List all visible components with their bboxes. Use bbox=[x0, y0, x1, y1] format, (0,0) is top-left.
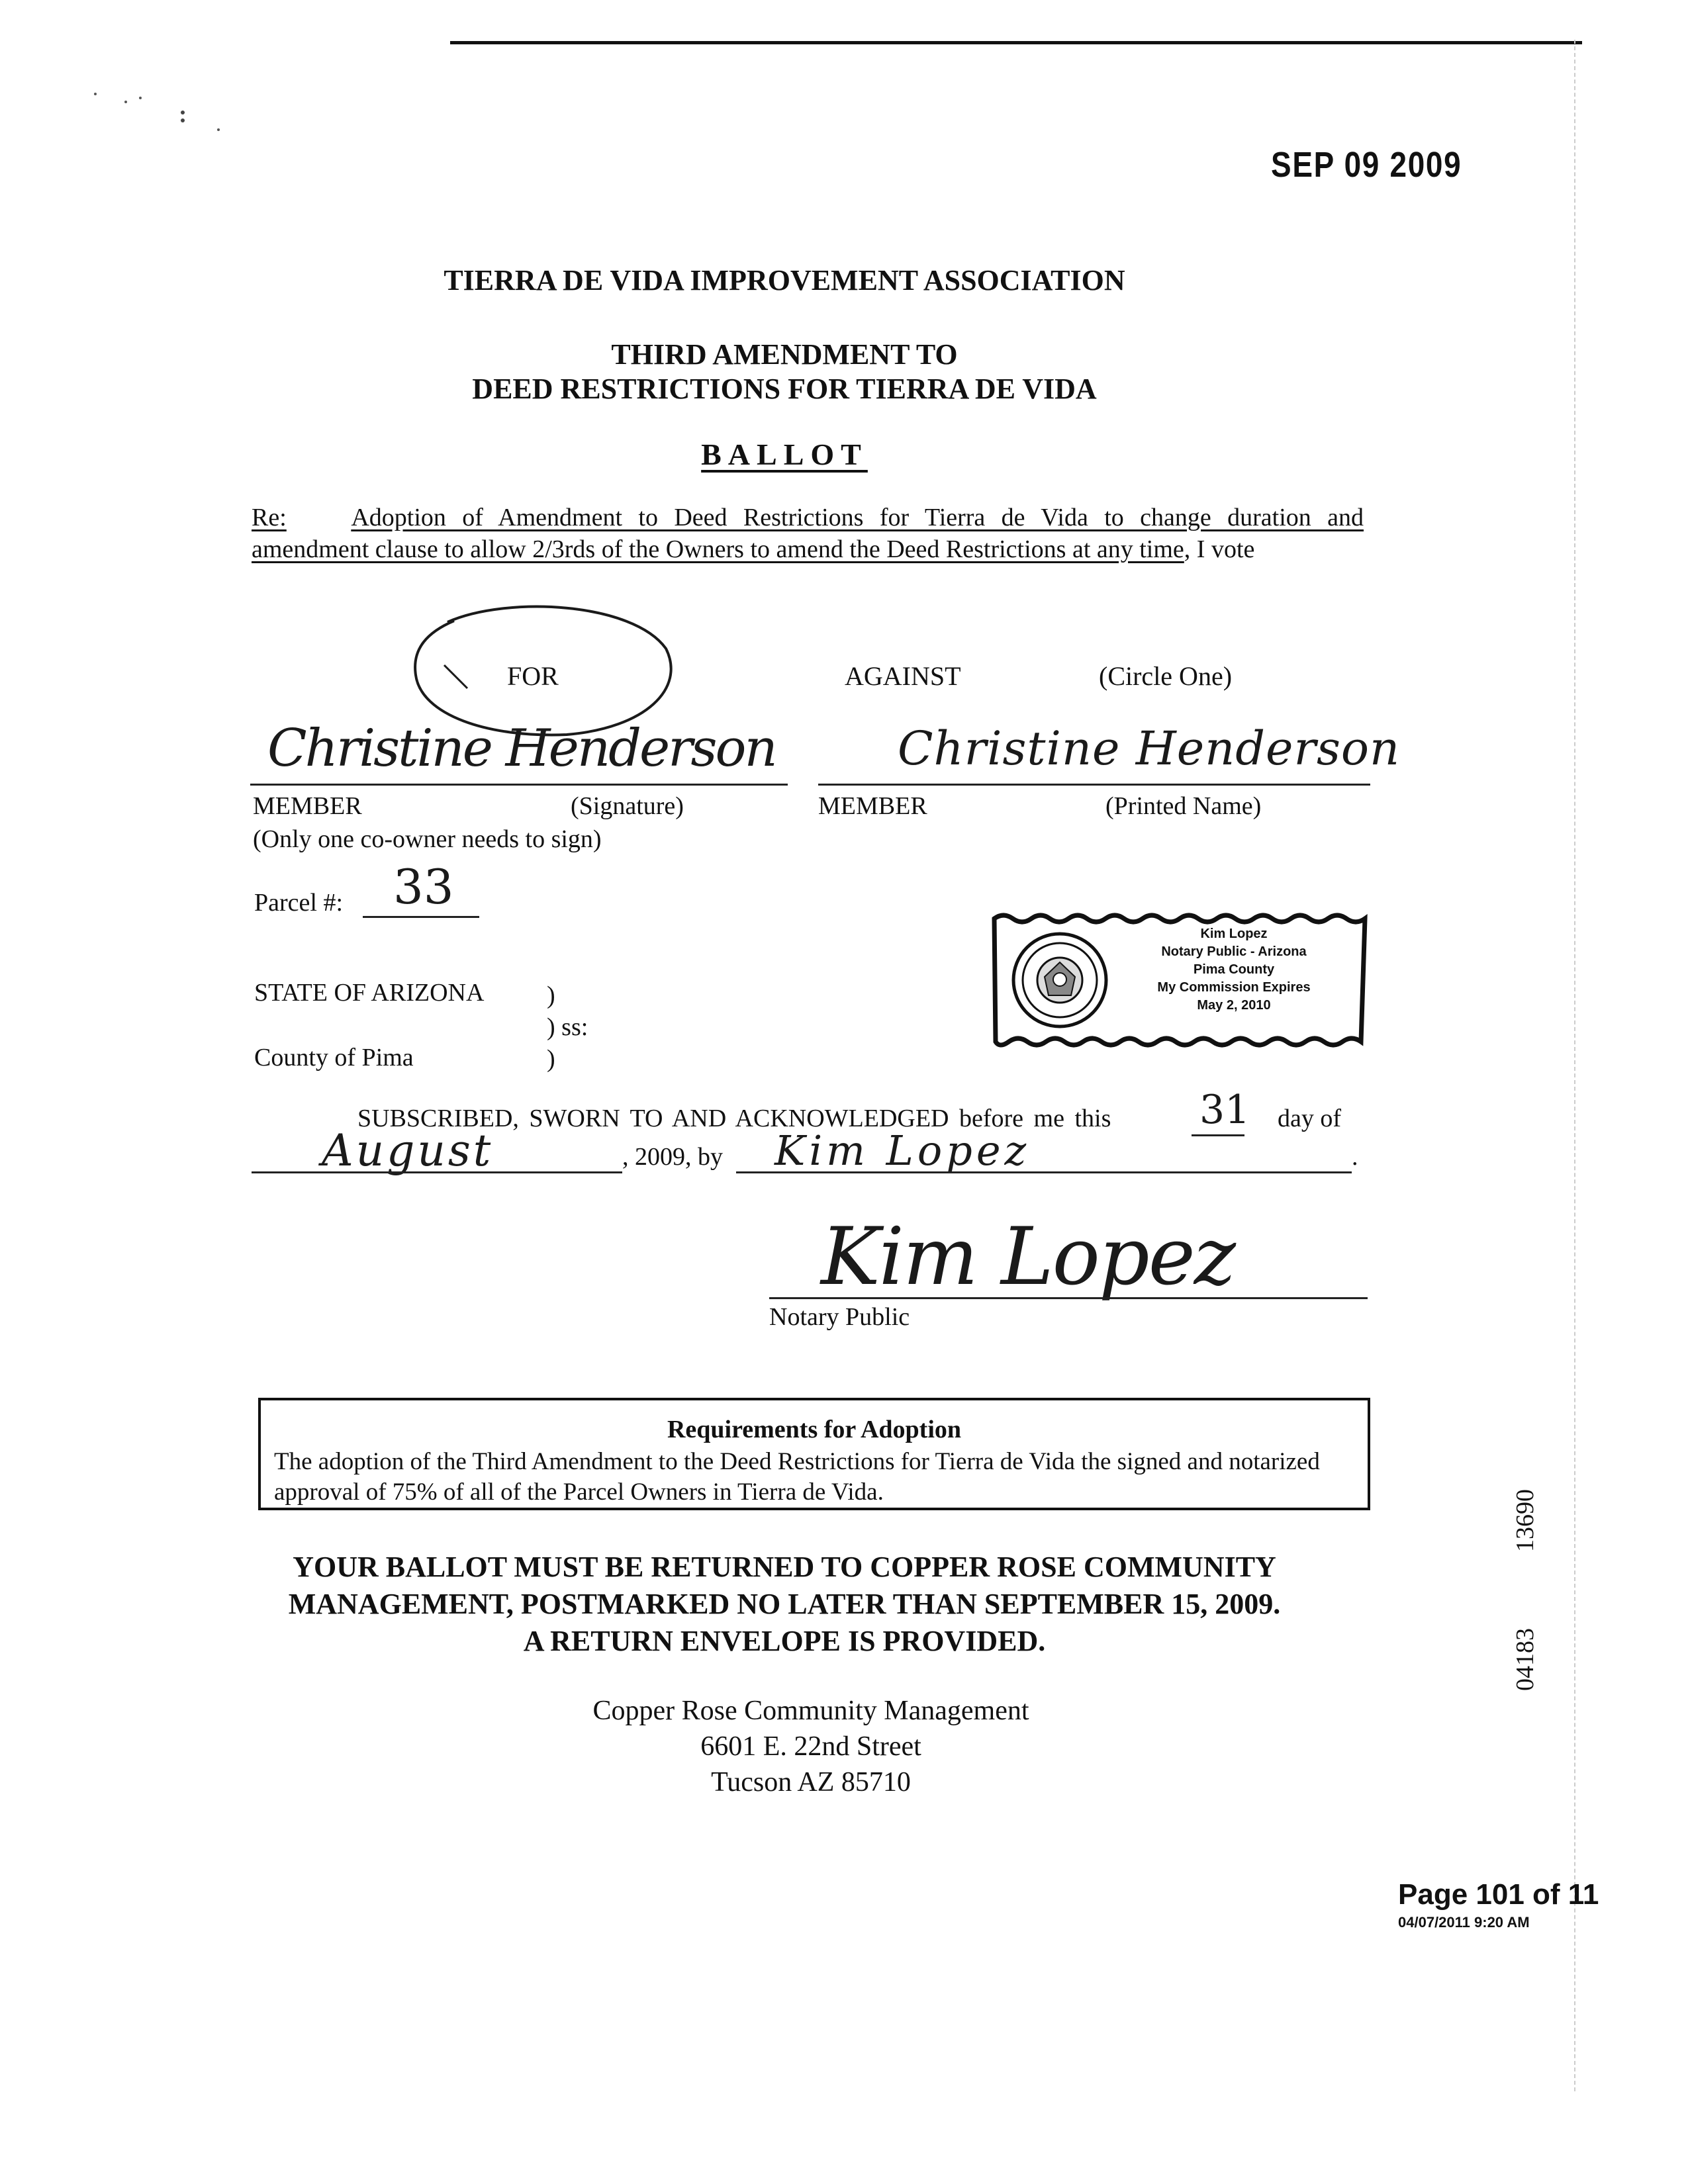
ack-by-name[interactable]: Kim Lopez bbox=[774, 1126, 1031, 1175]
recording-number-part1: 13690 bbox=[1511, 1489, 1539, 1552]
printed-name-label: (Printed Name) bbox=[1105, 792, 1262, 820]
signature-label: (Signature) bbox=[571, 792, 684, 820]
requirements-box bbox=[258, 1398, 1370, 1510]
ack-month[interactable]: August bbox=[322, 1125, 494, 1176]
member-printed-name[interactable]: Christine Henderson bbox=[898, 721, 1401, 776]
amendment-title-line1: THIRD AMENDMENT TO bbox=[611, 338, 958, 371]
co-owner-note: (Only one co-owner needs to sign) bbox=[253, 825, 602, 853]
member-signature[interactable]: Christine Henderson bbox=[267, 719, 776, 778]
received-date-stamp: SEP 09 2009 bbox=[1271, 145, 1462, 185]
notary-stamp bbox=[990, 911, 1369, 1050]
venue-county: County of Pima bbox=[254, 1044, 414, 1071]
venue-paren-3: ) bbox=[547, 1045, 555, 1073]
ack-text-1: SUBSCRIBED, SWORN TO AND ACKNOWLEDGED before me this bbox=[357, 1105, 1111, 1132]
notary-public-label: Notary Public bbox=[769, 1303, 910, 1331]
address-city: Tucson AZ 85710 bbox=[711, 1767, 911, 1797]
address-name: Copper Rose Community Management bbox=[592, 1696, 1029, 1726]
ack-day[interactable]: 31 bbox=[1199, 1087, 1250, 1133]
parcel-number[interactable]: 33 bbox=[393, 859, 454, 915]
member-label-right: MEMBER bbox=[818, 792, 927, 820]
re-line1: Adoption of Amendment to Deed Restrictions for Tierra de Vida to change duration and bbox=[351, 504, 1364, 531]
ack-text-2: day of bbox=[1278, 1105, 1342, 1132]
recording-number-part2: 04183 bbox=[1511, 1628, 1539, 1691]
re-suffix: , I vote bbox=[1184, 535, 1255, 563]
notary-stamp-title: Notary Public - Arizona bbox=[1161, 944, 1307, 959]
ack-period: . bbox=[1352, 1143, 1358, 1171]
vote-option-for[interactable]: FOR bbox=[507, 661, 559, 691]
return-address bbox=[0, 1693, 1622, 1800]
notary-stamp-county: Pima County bbox=[1193, 962, 1275, 977]
notary-stamp-name: Kim Lopez bbox=[1200, 927, 1268, 941]
address-street: 6601 E. 22nd Street bbox=[700, 1731, 921, 1762]
member-label-left: MEMBER bbox=[253, 792, 362, 820]
notary-stamp-commission: My Commission Expires bbox=[1157, 980, 1311, 995]
ack-day-line bbox=[1192, 1134, 1244, 1136]
amendment-title-line2: DEED RESTRICTIONS FOR TIERRA DE VIDA bbox=[472, 373, 1097, 405]
notary-signature[interactable]: Kim Lopez bbox=[821, 1211, 1235, 1303]
return-notice-line2: MANAGEMENT, POSTMARKED NO LATER THAN SEPTEMBER 15, 2009. bbox=[288, 1588, 1281, 1620]
return-notice-line1: YOUR BALLOT MUST BE RETURNED TO COPPER ROSE COMMUNITY bbox=[293, 1551, 1276, 1583]
return-notice-line3: A RETURN ENVELOPE IS PROVIDED. bbox=[523, 1625, 1046, 1657]
notary-stamp-expires: May 2, 2010 bbox=[1197, 998, 1271, 1013]
top-rule bbox=[450, 41, 1582, 44]
circle-one-instruction: (Circle One) bbox=[1099, 661, 1233, 691]
association-title: TIERRA DE VIDA IMPROVEMENT ASSOCIATION bbox=[444, 264, 1125, 296]
notary-stamp-text bbox=[1108, 925, 1360, 1015]
parcel-label: Parcel #: bbox=[254, 889, 344, 917]
ack-month-line bbox=[252, 1171, 622, 1173]
venue-ss: ) ss: bbox=[547, 1013, 588, 1041]
page-number: Page 101 of 11 bbox=[1398, 1878, 1599, 1911]
notary-signature-line bbox=[769, 1297, 1368, 1299]
notary-seal-icon bbox=[1010, 931, 1109, 1030]
page-timestamp: 04/07/2011 9:20 AM bbox=[1398, 1914, 1530, 1931]
printed-name-line bbox=[818, 784, 1370, 786]
ballot-heading: BALLOT bbox=[701, 437, 868, 471]
requirements-body: The adoption of the Third Amendment to the Deed Restrictions for Tierra de Vida the signed and notarized approval of 75% of all of the Parcel Owners in Tierra de Vida. bbox=[274, 1448, 1320, 1506]
venue-paren-1: ) bbox=[547, 981, 555, 1009]
re-line2: amendment clause to allow 2/3rds of the Owners to amend the Deed Restrictions at any time bbox=[252, 535, 1184, 563]
vote-option-against[interactable]: AGAINST bbox=[845, 661, 961, 691]
re-prefix: Re: bbox=[252, 504, 287, 531]
parcel-line bbox=[363, 916, 479, 918]
ack-year-text: , 2009, by bbox=[622, 1143, 723, 1171]
return-notice bbox=[0, 1549, 1569, 1660]
venue-state: STATE OF ARIZONA bbox=[254, 979, 485, 1007]
ack-by-line bbox=[736, 1171, 1352, 1173]
re-paragraph bbox=[252, 502, 1364, 565]
signature-line bbox=[250, 784, 788, 786]
requirements-title: Requirements for Adoption bbox=[667, 1416, 962, 1443]
scan-speckles bbox=[86, 86, 238, 139]
